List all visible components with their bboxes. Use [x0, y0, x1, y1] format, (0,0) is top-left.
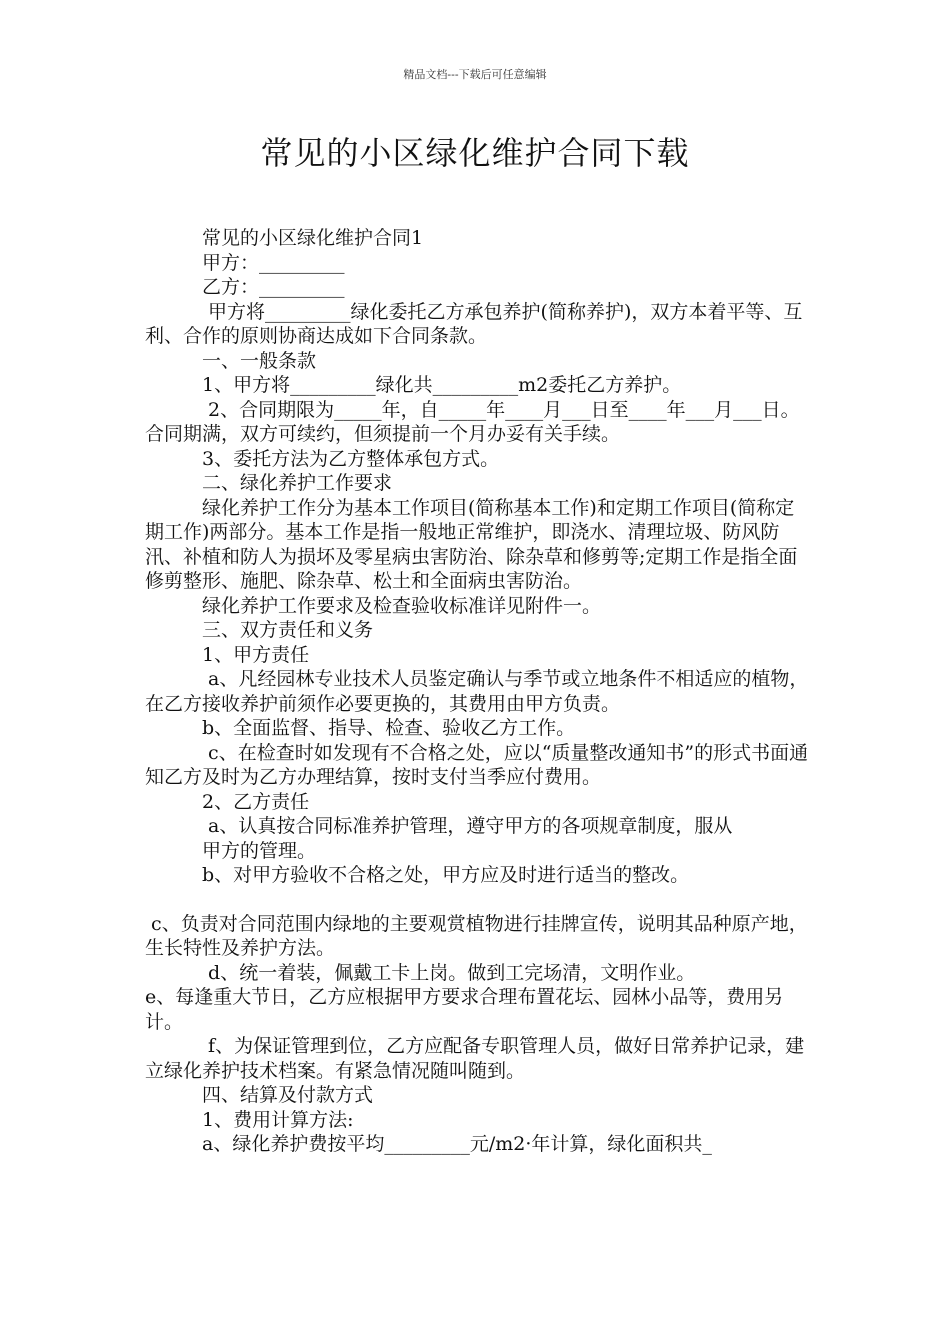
- document-body: [145, 226, 810, 1157]
- party-b-item-c: c、负责对合同范围内绿地的主要观赏植物进行挂牌宣传，说明其品种原产地，生长特性及养护方法。: [145, 912, 808, 959]
- party-b-item-d: d、统一着装，佩戴工卡上岗。做到工完场清，文明作业。: [202, 961, 696, 984]
- section-heading-settlement: 四、结算及付款方式: [202, 1084, 374, 1106]
- document-title: 常见的小区绿化维护合同下载: [260, 134, 690, 172]
- party-a-item-a: a、凡经园林专业技术人员鉴定确认与季节或立地条件不相适应的植物，在乙方接收养护前须作必要更换的，其费用由甲方负责。: [145, 668, 809, 715]
- requirements-appendix-note: 绿化养护工作要求及检查验收标准详见附件一。: [202, 594, 602, 617]
- party-a-item-c: c、在检查时如发现有不合格之处，应以“质量整改通知书”的形式书面通知乙方及时为乙方办理结算，按时支付当季应付费用。: [145, 741, 809, 788]
- section-heading-responsibilities: 三、双方责任和义务: [202, 619, 374, 641]
- fee-calculation-heading: 1、费用计算方法:: [202, 1108, 354, 1131]
- fee-calculation-item-a: a、绿化养护费按平均_________元/m2·年计算，绿化面积共_: [202, 1133, 712, 1155]
- party-b-item-a-continued: 甲方的管理。: [202, 839, 317, 862]
- party-a-responsibility-heading: 1、甲方责任: [202, 643, 310, 666]
- party-a-item-b: b、全面监督、指导、检查、验收乙方工作。: [202, 717, 576, 739]
- party-b-item-e: e、每逢重大节日，乙方应根据甲方要求合理布置花坛、园林小品等，费用另计。: [145, 986, 784, 1033]
- document-header-note: 精品文档---下载后可任意编辑: [403, 68, 547, 81]
- party-b-item-b: b、对甲方验收不合格之处，甲方应及时进行适当的整改。: [202, 864, 690, 886]
- requirements-paragraph: 绿化养护工作分为基本工作项目(简称基本工作)和定期工作项目(简称定期工作)两部分。基本工作是指一般地正常维护，即浇水、清理垃圾、防风防汛、补植和防人为损坏及零星病虫害防治、除杂草和修剪等;定期工作是指全面修剪整形、施肥、除杂草、松土和全面病虫害防治。: [145, 496, 798, 592]
- clause-1: 1、甲方将_________绿化共_________m2委托乙方养护。: [202, 374, 682, 396]
- section-heading-general: 一、一般条款: [202, 349, 317, 372]
- blank-line: [145, 888, 810, 912]
- party-b-item-f: f、为保证管理到位，乙方应配备专职管理人员，做好日常养护记录，建立绿化养护技术档案。有紧急情况随叫随到。: [145, 1035, 805, 1082]
- party-b-item-a: a、认真按合同标准养护管理，遵守甲方的各项规章制度，服从: [202, 815, 733, 837]
- party-b-responsibility-heading: 2、乙方责任: [202, 790, 310, 813]
- clause-2-term: 2、合同期限为_____年，自_____年____月___日至____年___月___日。合同期满，双方可续约，但须提前一个月办妥有关手续。: [145, 398, 800, 445]
- clause-3-method: 3、委托方法为乙方整体承包方式。: [202, 447, 500, 470]
- preamble-paragraph: 甲方将_________绿化委托乙方承包养护(简称养护)，双方本着平等、互利、合作的原则协商达成如下合同条款。: [145, 300, 803, 347]
- section-heading-requirements: 二、绿化养护工作要求: [202, 472, 393, 494]
- contract-subtitle: 常见的小区绿化维护合同1: [202, 227, 424, 249]
- party-b-line: 乙方：_________: [202, 276, 345, 298]
- party-a-line: 甲方：_________: [202, 251, 345, 274]
